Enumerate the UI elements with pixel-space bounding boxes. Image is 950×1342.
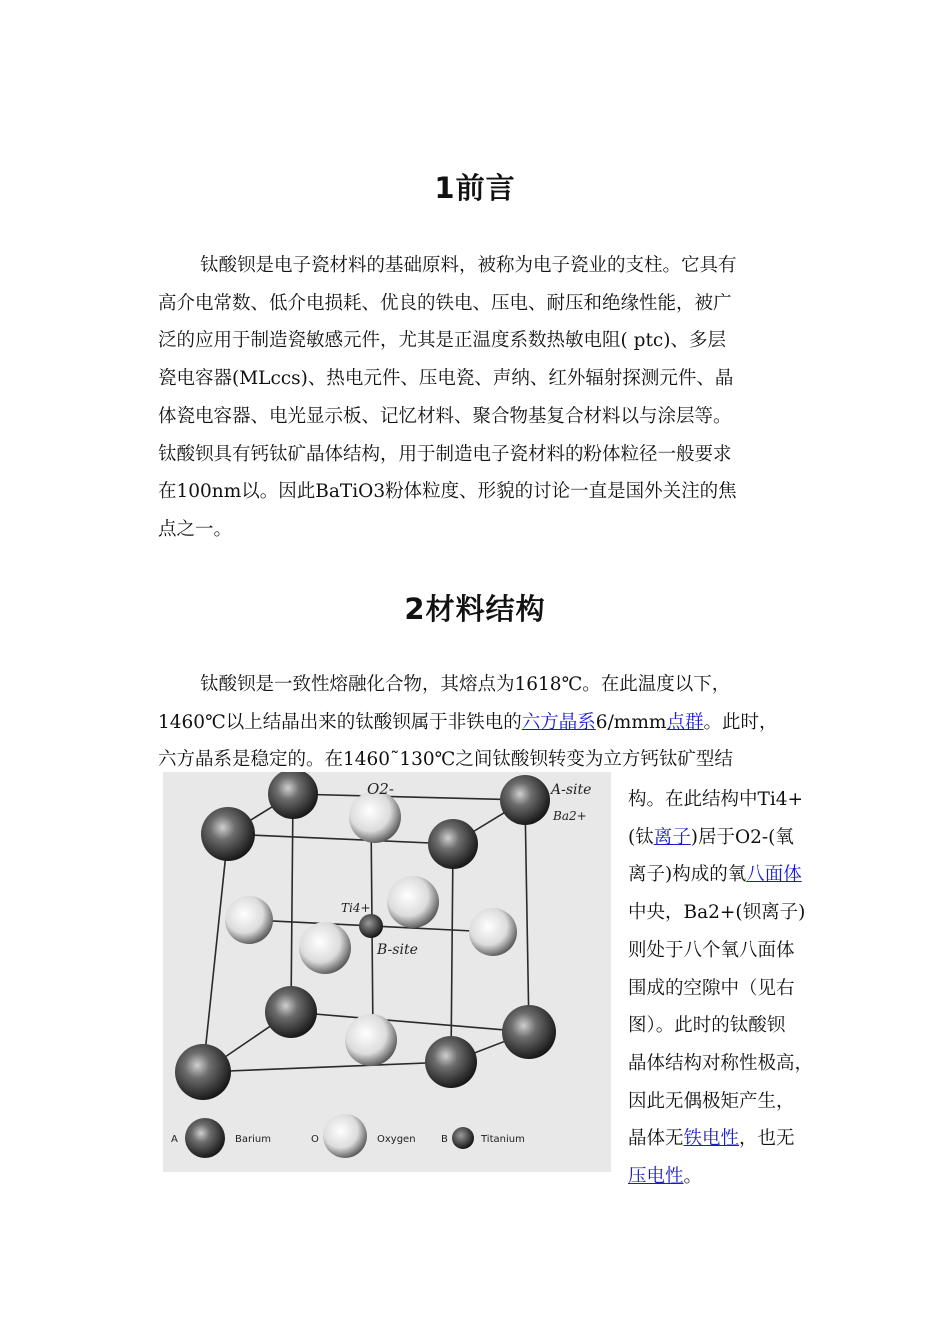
side-line: (钛离子)居于O2-(氧 bbox=[628, 826, 794, 848]
paragraph-line: 六方晶系是稳定的。在1460˜130℃之间钛酸钡转变为立方钙钛矿型结 bbox=[158, 749, 733, 771]
paragraph-line: 1460℃以上结晶出来的钛酸钡属于非铁电的六方晶系6/mmm点群。此时， bbox=[158, 711, 778, 733]
side-text-column bbox=[628, 781, 850, 1196]
paragraph-line: 钛酸钡是电子瓷材料的基础原料，被称为电子瓷业的支柱。它具有 bbox=[200, 255, 737, 276]
legend-letter-b: B bbox=[441, 1134, 448, 1145]
label-ba: Ba2+ bbox=[553, 809, 587, 823]
side-line: 压电性。 bbox=[628, 1166, 703, 1188]
side-line: 图）。此时的钛酸钡 bbox=[628, 1015, 786, 1037]
barium-sphere bbox=[175, 1044, 231, 1100]
titanium-sphere bbox=[359, 914, 383, 938]
side-line: 晶体结构对称性极高， bbox=[628, 1052, 814, 1074]
link-ferroelectric[interactable]: 铁电性 bbox=[683, 1128, 740, 1150]
label-o2: O2- bbox=[367, 780, 394, 798]
section-1-heading: 1前言 bbox=[434, 171, 516, 205]
paragraph-line: 钛酸钡具有钙钛矿晶体结构，用于制造电子瓷材料的粉体粒径一般要求 bbox=[158, 443, 732, 465]
legend-letter-a: A bbox=[171, 1134, 178, 1145]
perovskite-structure-figure bbox=[163, 772, 611, 1172]
label-ti: Ti4+ bbox=[341, 901, 371, 915]
side-line: 因此无偶极矩产生， bbox=[628, 1090, 795, 1112]
label-a-site: A-site bbox=[551, 782, 592, 798]
side-line: 构。在此结构中Ti4+ bbox=[628, 789, 804, 810]
oxygen-sphere bbox=[387, 876, 439, 928]
paragraph-line: 体瓷电容器、电光显示板、记忆材料、聚合物基复合材料以与涂层等。 bbox=[158, 405, 732, 427]
barium-sphere bbox=[425, 1036, 477, 1088]
legend-letter-o: O bbox=[311, 1134, 319, 1145]
legend-titanium-swatch bbox=[452, 1127, 474, 1149]
section-1-paragraph bbox=[158, 247, 846, 549]
oxygen-sphere bbox=[225, 896, 273, 944]
side-line: 离子)构成的氧八面体 bbox=[628, 864, 802, 886]
oxygen-sphere bbox=[469, 908, 517, 956]
side-line: 晶体无铁电性，也无 bbox=[628, 1128, 795, 1150]
link-piezoelectric[interactable]: 压电性 bbox=[628, 1166, 684, 1188]
paragraph-line: 高介电常数、低介电损耗、优良的铁电、压电、耐压和绝缘性能，被广 bbox=[158, 292, 732, 314]
paragraph-line: 在100nm以。因此BaTiO3粉体粒度、形貌的讨论一直是国外关注的焦 bbox=[158, 481, 737, 503]
side-line: 中央，Ba2+(钡离子) bbox=[628, 902, 806, 924]
barium-sphere bbox=[428, 819, 478, 869]
label-b-site: B-site bbox=[377, 942, 418, 958]
oxygen-sphere bbox=[299, 922, 351, 974]
side-line: 围成的空隙中（见右 bbox=[628, 977, 795, 999]
section-2-heading: 2材料结构 bbox=[404, 592, 546, 626]
paragraph-line: 瓷电容器(MLccs)、热电元件、压电瓷、声纳、红外辐射探测元件、晶 bbox=[158, 368, 734, 390]
crystal-lattice-diagram bbox=[163, 772, 611, 1172]
legend-oxygen-swatch bbox=[323, 1114, 367, 1158]
link-ion[interactable]: 离子 bbox=[653, 826, 691, 848]
barium-sphere bbox=[500, 775, 550, 825]
barium-sphere bbox=[201, 807, 255, 861]
barium-sphere bbox=[265, 986, 317, 1038]
legend-oxygen-label: Oxygen bbox=[377, 1134, 416, 1145]
section-2-paragraph bbox=[158, 666, 858, 779]
legend-barium-swatch bbox=[185, 1118, 225, 1158]
legend-titanium-label: Titanium bbox=[481, 1134, 525, 1145]
oxygen-sphere bbox=[345, 1014, 397, 1066]
link-point-group[interactable]: 点群 bbox=[666, 711, 704, 733]
barium-sphere bbox=[502, 1005, 556, 1059]
paragraph-line: 点之一。 bbox=[158, 518, 233, 540]
paragraph-line: 泛的应用于制造瓷敏感元件，尤其是正温度系数热敏电阻( ptc)、多层 bbox=[158, 330, 726, 352]
paragraph-line: 钛酸钡是一致性熔融化合物，其熔点为1618℃。在此温度以下， bbox=[200, 674, 731, 695]
link-octahedron[interactable]: 八面体 bbox=[746, 864, 802, 886]
side-line: 则处于八个氧八面体 bbox=[628, 939, 795, 961]
oxygen-sphere bbox=[349, 791, 401, 843]
legend-barium-label: Barium bbox=[235, 1134, 271, 1145]
link-hexagonal-system[interactable]: 六方晶系 bbox=[521, 711, 596, 733]
